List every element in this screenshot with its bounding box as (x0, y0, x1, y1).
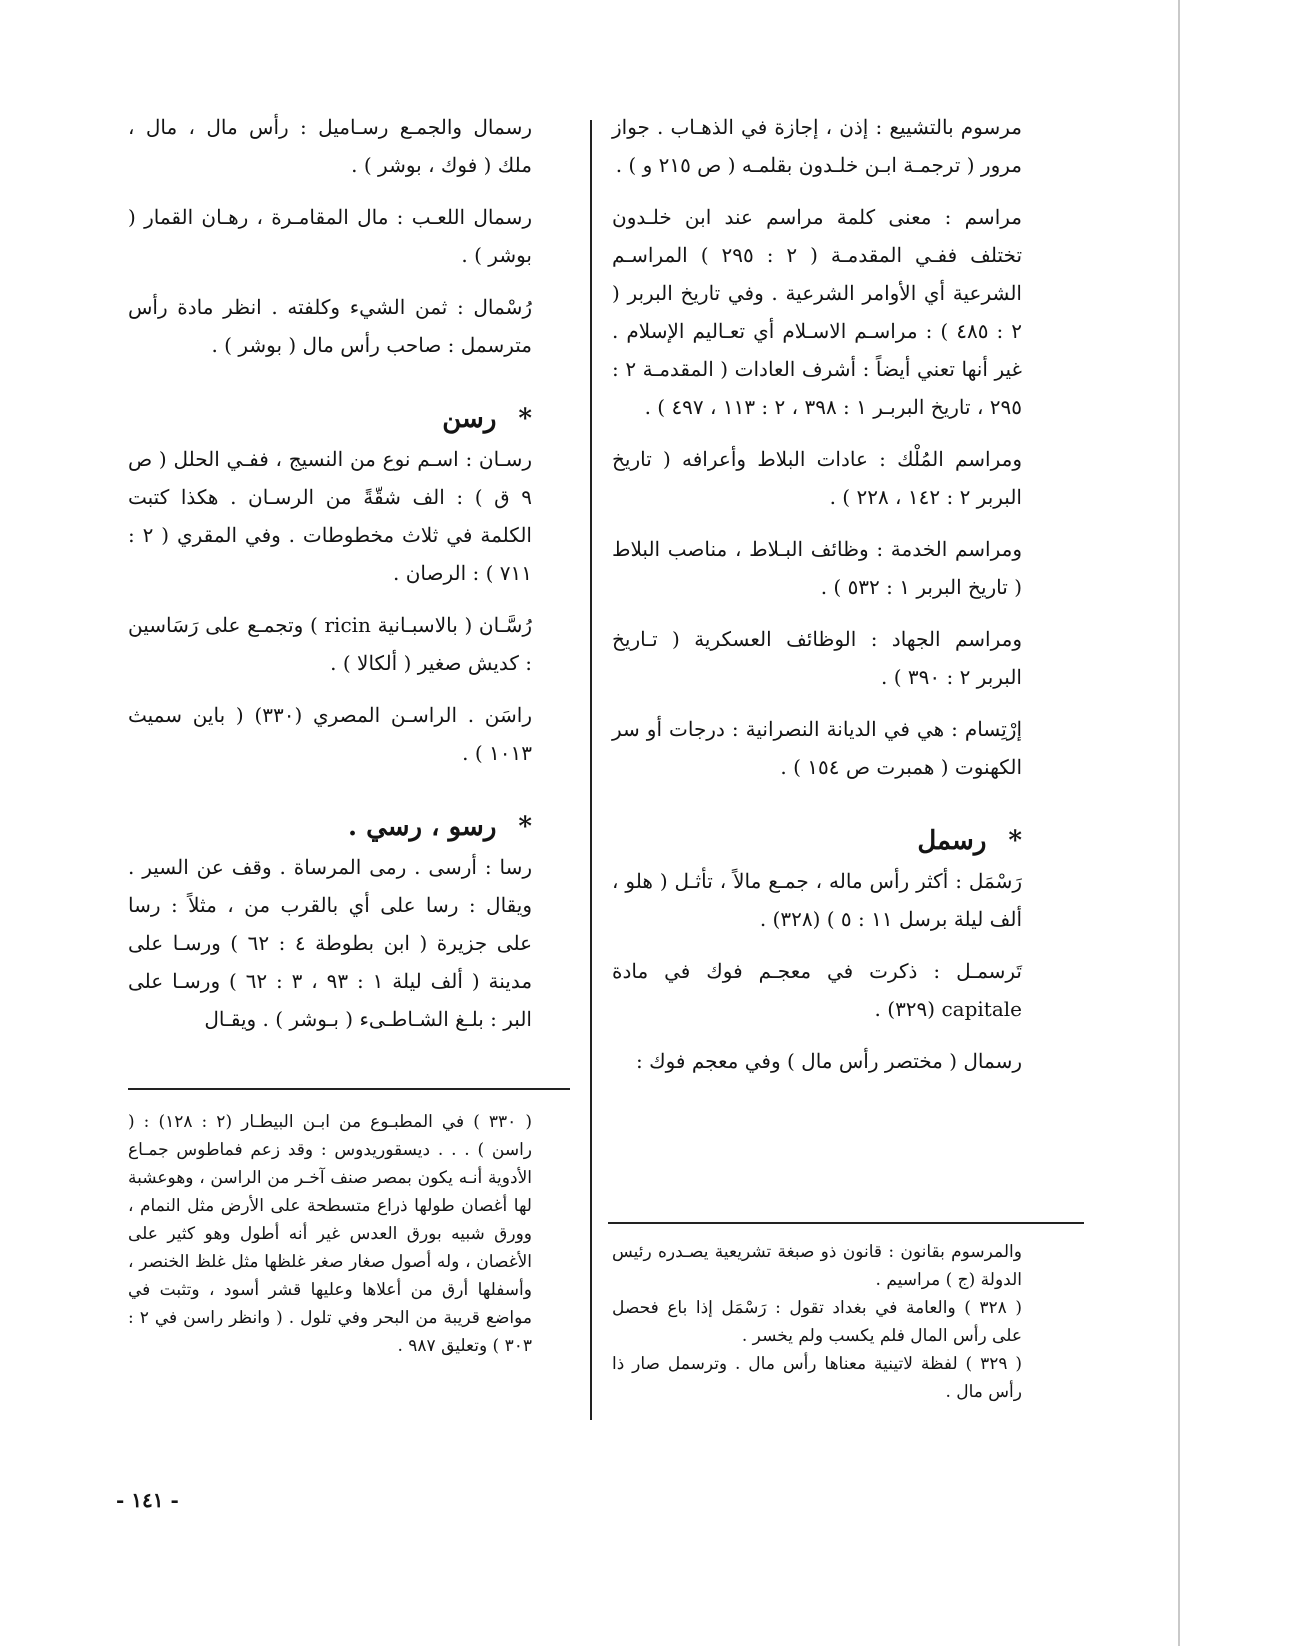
entry: ومراسم الجهاد : الوظائف العسكرية ( تـاريخ البربر ٢ : ٣٩٠ ) . (612, 627, 1022, 689)
asterisk-marker: * (518, 812, 532, 842)
entry: ومراسم المُلْك : عادات البلاط وأعرافه ( تاريخ البربر ٢ : ١٤٢ ، ٢٢٨ ) . (612, 447, 1022, 509)
entry: رسمال ( مختصر رأس مال ) وفي معجم فوك : (635, 1049, 1022, 1073)
footnote-rule (128, 1088, 570, 1090)
entry: رسـان : اسـم نوع من النسيج ، ففـي الحلل ( ص ٩ ق ) : الف شقّةً من الرسـان . هكذا كتبت الكلمة في ثلاث مخطوطات . وفي المقري ( ٢ : ٧١١ ) : الرصان . (128, 447, 532, 585)
entry: رَسْمَل : أكثر رأس ماله ، جمـع مالاً ، تأثـل ( هلو ، ألف ليلة برسل ١١ : ٥ ) (٣٢٨) . (612, 869, 1022, 931)
entry: رسمال اللعـب : مال المقامـرة ، رهـان القمار ( بوشر ) . (128, 205, 532, 267)
footnote-rule (608, 1222, 1084, 1224)
asterisk-marker: * (518, 404, 532, 434)
left-column (128, 108, 532, 1052)
entry: راسَن . الراسـن المصري (٣٣٠) ( باين سميث ١٠١٣ ) . (128, 703, 532, 765)
entry: رُسْمال : ثمن الشيء وكلفته . انظر مادة رأس مترسمل : صاحب رأس مال ( بوشر ) . (128, 295, 532, 357)
footnote: ( ٣٢٨ ) والعامة في بغداد تقول : رَسْمَل إذا باع فحصل على رأس المال فلم يكسب ولم يخسر . (612, 1298, 1022, 1346)
root-heading (612, 822, 1022, 860)
page-number: - ١٤١ - (116, 1488, 179, 1512)
root-heading (128, 808, 532, 846)
entry: رُسَّـان ( بالاسبـانية ricin ) وتجمـع على رَسَاسين : كديش صغير ( ألكالا ) . (128, 613, 532, 675)
root-heading (128, 400, 532, 438)
entry: إرْتِسام : هي في الديانة النصرانية : درجات أو سر الكهنوت ( همبرت ص ١٥٤ ) . (612, 717, 1022, 779)
footnotes-left (128, 1108, 532, 1360)
footnote: ( ٣٢٩ ) لفظة لاتينية معناها رأس مال . وترسمل صار ذا رأس مال . (612, 1354, 1022, 1402)
column-divider (590, 120, 592, 1420)
entry: رسمال والجمـع رسـاميل : رأس مال ، مال ، ملك ( فوك ، بوشر ) . (128, 115, 532, 177)
footnotes-right (612, 1238, 1022, 1406)
scan-edge-line (1178, 0, 1180, 1646)
root-heading-text: رسمل (917, 826, 987, 856)
footnote: ( ٣٣٠ ) في المطبـوع من ابـن البيطـار (٢ : ١٢٨) : ( راسن ) . . . ديسقوريدوس : وقد زعم فماطوس جمـاع الأدوية أنـه يكون بمصر صنف آخـر من الراسن ، وهوعشبة لها أغصان طولها ذراع متسطحة على الأرض مثل النمام ، وورق شبيه بورق العدس غير أنه أطول وهو كثير على الأغصان ، وله أصول صغار صغر غلظها مثل غلظ الخنصر ، وأسفلها أرق من أعلاها وعليها قشر أسود ، وتثبت في مواضع قريبة من البحر وفي تلول . ( وانظر راسن في ٢ : ٣٠٣ ) وتعليق ٩٨٧ . (128, 1112, 532, 1356)
entry: ومراسم الخدمة : وظائف البـلاط ، مناصب البلاط ( تاريخ البربر ١ : ٥٣٢ ) . (612, 537, 1022, 599)
footnote: والمرسوم بقانون : قانون ذو صبغة تشريعية يصـدره رئيس الدولة (ج ) مراسيم . (612, 1242, 1022, 1290)
right-column (612, 108, 1022, 1094)
entry: تَرسمـل : ذكرت في معجـم فوك في مادة capitale (٣٢٩) . (612, 959, 1022, 1021)
root-heading-text: رسن (442, 404, 497, 434)
entry: مراسم : معنى كلمة مراسم عند ابن خلـدون تختلف ففـي المقدمـة ( ٢ : ٢٩٥ ) المراسـم الشرعية أي الأوامر الشرعية . وفي تاريخ البربر ( ٢ : ٤٨٥ ) : مراسـم الاسـلام أي تعـاليم الإسلام . غير أنها تعني أيضاً : أشرف العادات ( المقدمـة ٢ : ٢٩٥ ، تاريخ البربـر ١ : ٣٩٨ ، ٢ : ١١٣ ، ٤٩٧ ) . (612, 205, 1023, 419)
entry: مرسوم بالتشييع : إذن ، إجازة في الذهـاب . جواز مرور ( ترجمـة ابـن خلـدون بقلمـه ( ص ٢١٥ و ) . (612, 115, 1022, 177)
entry: رسا : أرسى . رمى المرساة . وقف عن السير . ويقال : رسا على أي بالقرب من ، مثلاً : رسا على جزيرة ( ابن بطوطة ٤ : ٦٢ ) ورسـا على مدينة ( ألف ليلة ١ : ٩٣ ، ٣ : ٦٢ ) ورسـا على البر : بلـغ الشـاطـىء ( بـوشر ) . ويقـال (128, 855, 533, 1031)
root-heading-text: رسو ، رسي . (348, 812, 497, 842)
asterisk-marker: * (1008, 826, 1022, 856)
